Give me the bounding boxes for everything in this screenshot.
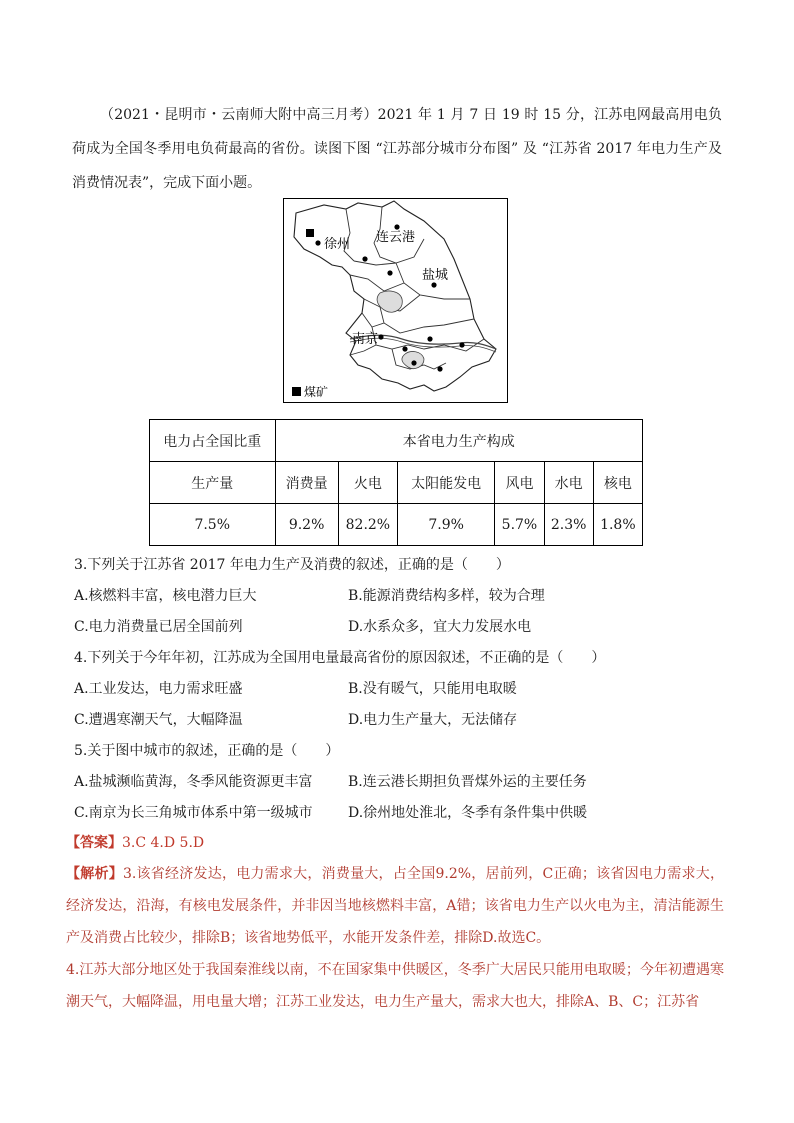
city-label-yancheng: 盐城: [422, 268, 449, 283]
city-label-nanjing: 南京: [352, 332, 379, 347]
question-3-option-b[interactable]: B.能源消费结构多样，较为合理: [348, 588, 545, 604]
question-4-stem: 4.下列关于今年年初，江苏成为全国用电量最高省份的原因叙述，不正确的是（ ）: [74, 650, 606, 666]
question-3-option-a[interactable]: A.核燃料丰富，核电潜力巨大: [74, 588, 257, 604]
question-4-option-c[interactable]: C.遭遇寒潮天气，大幅降温: [74, 712, 243, 728]
table-cell: 7.9%: [397, 504, 494, 546]
city-dot: [459, 342, 464, 347]
coal-mine-marker: [306, 229, 314, 237]
electricity-table: [149, 419, 643, 546]
question-4-option-b[interactable]: B.没有暖气，只能用电取暖: [348, 681, 517, 697]
analysis-paragraph-1: [66, 858, 724, 954]
table-col-header: 风电: [495, 462, 544, 504]
table-header-share: 电力占全国比重: [150, 420, 276, 462]
table-header-composition: 本省电力生产构成: [275, 420, 643, 462]
city-dot: [437, 366, 442, 371]
table-cell: 7.5%: [150, 504, 276, 546]
question-5-option-c[interactable]: C.南京为长三角城市体系中第一级城市: [74, 805, 313, 821]
question-5-stem: 5.关于图中城市的叙述，正确的是（ ）: [74, 743, 340, 759]
map-drawing: [284, 199, 506, 401]
legend-coal-label: 煤矿: [304, 385, 329, 399]
table-col-header: 核电: [593, 462, 642, 504]
table-cell: 5.7%: [495, 504, 544, 546]
city-dot: [431, 282, 436, 287]
legend-coal-swatch: [292, 387, 301, 396]
city-dot: [387, 270, 392, 275]
table-col-header: 火电: [338, 462, 397, 504]
table-cell: 82.2%: [338, 504, 397, 546]
analysis-text-1: 3.该省经济发达，电力需求大，消费量大，占全国9.2%，居前列，C正确；该省因电力需求大，经济发达，沿海，有核电发展条件，并非因当地核燃料丰富，A错；该省电力生产以火电为主，清洁能源生产及消费占比较少，排除B；该省地势低平，水能开发条件差，排除D.故选C。: [66, 866, 725, 946]
question-intro: （2021・昆明市・云南师大附中高三月考）2021 年 1 月 7 日 19 时 15 分，江苏电网最高用电负荷成为全国冬季用电负荷最高的省份。读图下图 “江苏部分城市分布图” 及 “江苏省 2017 年电力生产及消费情况表”，完成下面小题。: [72, 107, 722, 191]
jiangsu-city-map: [283, 198, 508, 403]
city-dot: [427, 336, 432, 341]
question-5-option-b[interactable]: B.连云港长期担负晋煤外运的主要任务: [348, 774, 587, 790]
question-5-option-a[interactable]: A.盐城濒临黄海，冬季风能资源更丰富: [74, 774, 313, 790]
city-dot: [394, 224, 399, 229]
table-cell: 9.2%: [275, 504, 338, 546]
question-3-option-c[interactable]: C.电力消费量已居全国前列: [74, 619, 243, 635]
table-col-header: 水电: [544, 462, 593, 504]
city-dot: [402, 346, 407, 351]
city-dot: [378, 334, 383, 339]
city-label-lianyungang: 连云港: [376, 230, 416, 245]
question-3-stem: 3.下列关于江苏省 2017 年电力生产及消费的叙述，正确的是（ ）: [74, 557, 510, 573]
city-dot: [411, 360, 416, 365]
analysis-paragraph-2: 4.江苏大部分地区处于我国秦淮线以南，不在国家集中供暖区，冬季广大居民只能用电取暖；今年初遭遇寒潮天气，大幅降温，用电量大增；江苏工业发达，电力生产量大，需求大也大，排除A、B、C；江苏省: [66, 962, 724, 1010]
answer-line: [66, 832, 204, 852]
table-cell: 1.8%: [593, 504, 642, 546]
table-col-header: 生产量: [150, 462, 276, 504]
answer-tag: 【答案】: [66, 835, 122, 851]
lake-shape: [402, 352, 424, 369]
analysis-tag: 【解析】: [66, 866, 123, 882]
table-col-header: 消费量: [275, 462, 338, 504]
city-label-xuzhou: 徐州: [324, 237, 351, 252]
question-3-option-d[interactable]: D.水系众多，宜大力发展水电: [348, 619, 532, 635]
question-4-option-d[interactable]: D.电力生产量大，无法储存: [348, 712, 518, 728]
question-4-option-a[interactable]: A.工业发达，电力需求旺盛: [74, 681, 243, 697]
table-cell: 2.3%: [544, 504, 593, 546]
question-5-option-d[interactable]: D.徐州地处淮北，冬季有条件集中供暖: [348, 805, 588, 821]
city-dot: [362, 256, 367, 261]
answer-text: 3.C 4.D 5.D: [122, 835, 205, 851]
city-dot: [315, 240, 320, 245]
table-col-header: 太阳能发电: [397, 462, 494, 504]
